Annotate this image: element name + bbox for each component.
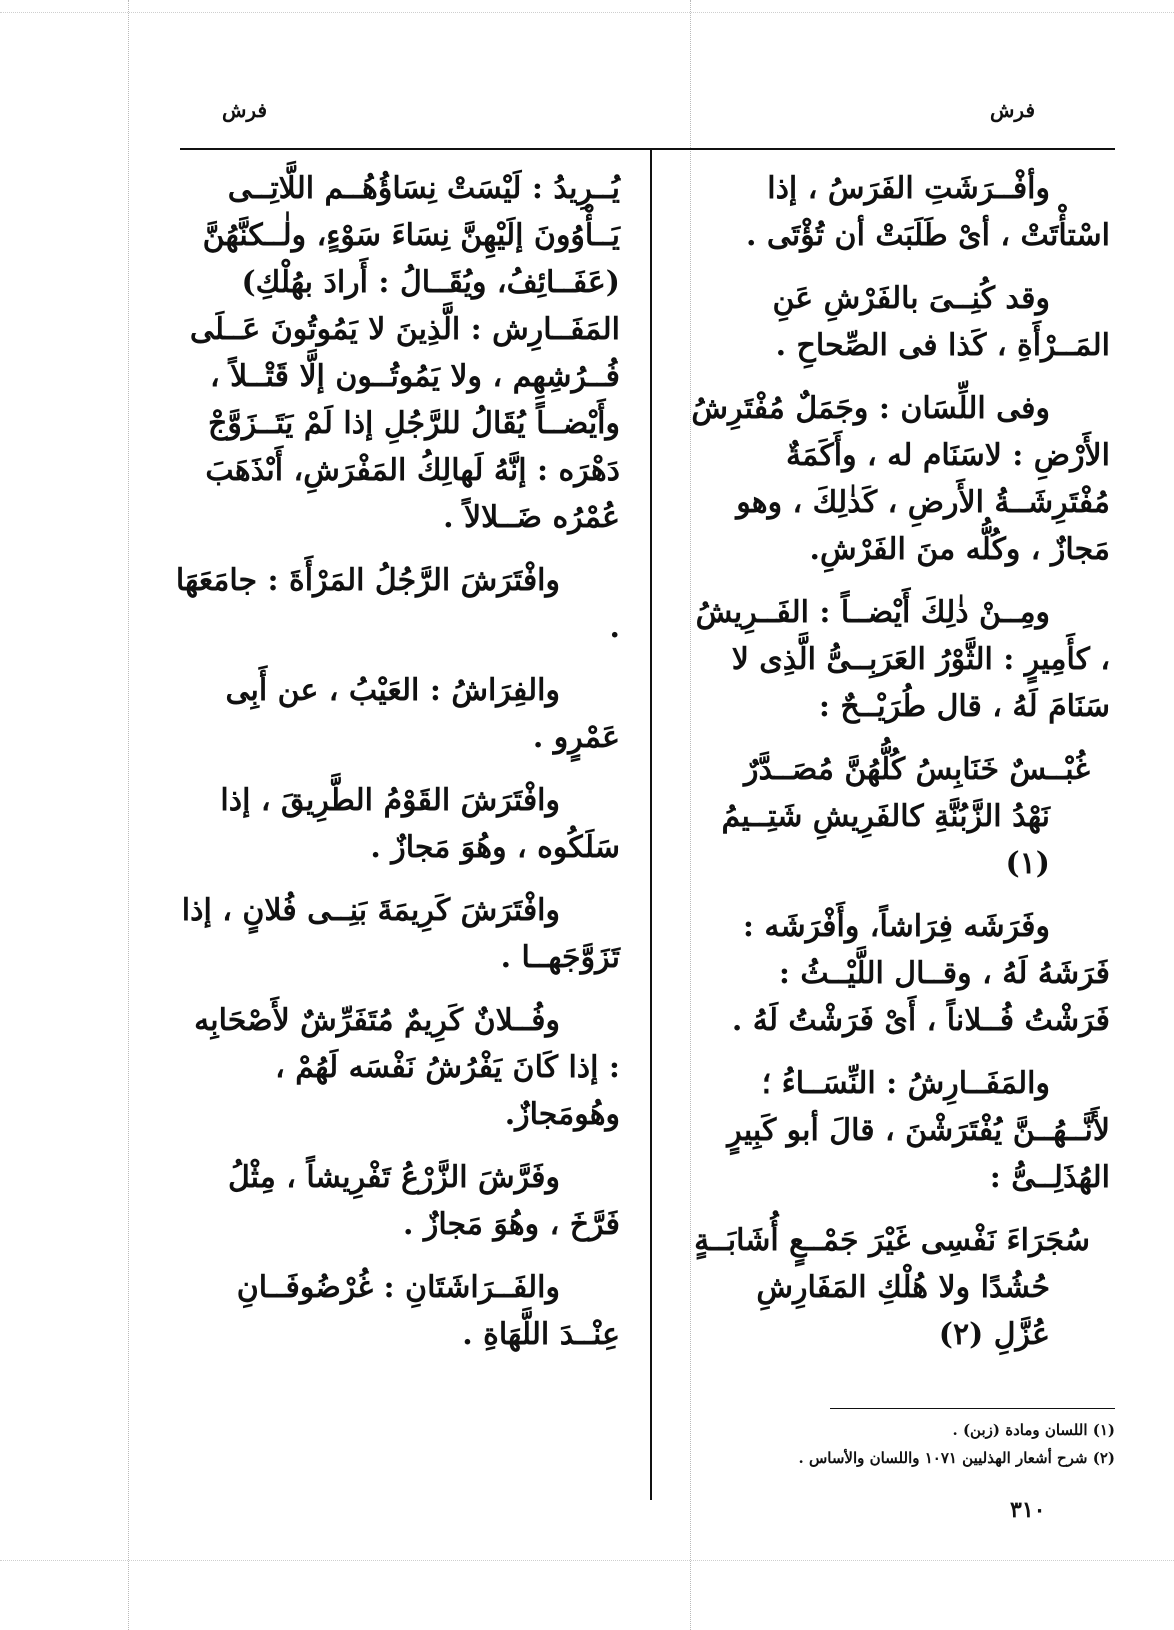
- page-number: ٣١٠: [1010, 1497, 1046, 1523]
- paragraph: والمَفَــارِشُ : النِّسَــاءُ ؛ لأَنَّــهُــنَّ يُفْتَرَشْنَ ، قالَ أبو كَبِيرٍ الهُذَلِــىُّ :: [727, 1066, 1110, 1195]
- poem-line: سُجَرَاءَ نَفْسِى غَيْرَ جَمْــعٍ أُشَابَــةٍ: [694, 1223, 1090, 1258]
- paragraph: والفَــرَاشَتَانِ : غُرْضُوفَــانِ عِنْــدَ اللَّهَاةِ .: [236, 1270, 620, 1352]
- paragraph: وافْتَرَشَ كَرِيمَةَ بَنِــى فُلانٍ ، إذا تَزَوَّجَهــا .: [181, 893, 620, 975]
- running-header-right: فرش: [990, 98, 1036, 122]
- paragraph: والفِرَاشُ : العَيْبُ ، عن أَبِى عَمْرٍو .: [225, 673, 620, 755]
- footnote: (٢) شرح أشعار الهذليين ١٠٧١ واللسان والأساس .: [798, 1449, 1115, 1467]
- paragraph: ومِــنْ ذٰلِكَ أَيْضــاً : الفَــرِيشُ ، كأَمِيرٍ : الثَّوْرُ العَرَبِــىُّ الَّذِى لا سَنَامَ لَهُ ، قال طُرَيْــحٌ :: [695, 595, 1110, 724]
- column-separator: [650, 150, 652, 1500]
- paragraph: وفُــلانٌ كَرِيمٌ مُتَفَرِّشٌ لأَصْحَابِه : إذا كَانَ يَفْرُشُ نَفْسَه لَهُمْ ، وهُومَجازٌ.: [194, 1003, 620, 1132]
- paragraph: وفى اللِّسَان : وجَمَلٌ مُفْتَرِشُ الأَرْضِ : لاسَنَام له ، وأَكَمَةٌ مُفْتَرِشَــةُ الأَرضِ ، كَذٰلِكَ ، وهو مَجازٌ ، وكُلُّه منَ الفَرْشِ.: [691, 391, 1110, 567]
- paragraph: وأفْــرَشَتِ الفَرَسُ ، إذا اسْتأْتَتْ ، أىْ طَلَبَتْ أن تُؤْتَى .: [746, 171, 1110, 253]
- poem-line: نَهْدُ الزَّبُنَّةِ كالفَرِيشِ شَتِــيمُ (١): [721, 799, 1050, 881]
- footnote-rule: [830, 1408, 1115, 1409]
- left-column: [175, 165, 620, 1374]
- footnote: (١) اللسان ومادة (زبن) .: [952, 1421, 1115, 1439]
- paragraph: يُــرِيدُ : لَيْسَتْ نِسَاؤُهُــم اللَّاتِــى يَــأْوُونَ إلَيْهِنَّ نِسَاءَ سَوْءٍ، ولٰــكنَّهُنَّ (عَفَــائِفُ، ويُقَــالُ : أَرادَ بهُلْكِ) المَفَــارِش : الَّذِينَ لا يَمُوتُونَ عَــلَى فُــرُشِهِم ، ولا يَمُوتُــون إلَّا قَتْــلاً ، وأَيْضــاً يُقَالُ للرَّجُلِ إذا لَمْ يَتَــزَوَّجْ دَهْرَه : إنَّهُ لَهالِكُ المَفْرَشِ، أَىْذَهَبَ عُمْرُه ضَــلالاً .: [189, 171, 620, 535]
- scan-guide-line: [0, 1560, 1174, 1561]
- poem-line: غُبْــسٌ خَنَابِسُ كُلُّهُنَّ مُصَــدَّرٌ: [743, 752, 1090, 787]
- scan-guide-line: [128, 0, 129, 1630]
- poem-line: حُشُدًا ولا هُلْكِ المَفَارِشِ عُزَّلِ (٢): [756, 1270, 1050, 1352]
- paragraph: وافْتَرَشَ الرَّجُلُ المَرْأَةَ : جامَعَهَا .: [175, 563, 620, 645]
- running-header-left: فرش: [222, 98, 268, 122]
- paragraph: وفَرَّشَ الزَّرْعُ تَفْرِيشاً ، مِثْلُ فَرَّخَ ، وهُوَ مَجازٌ .: [227, 1160, 620, 1242]
- paragraph: وفَرَشَه فِرَاشاً، وأَفْرَشَه : فَرَشَهُ لَهُ ، وقــال اللَّيْــثُ : فَرَشْتُ فُــلاناً ، أَىْ فَرَشْتُ لَهُ .: [731, 909, 1110, 1038]
- header-rule: [180, 148, 1115, 150]
- paragraph: وقد كُنِــىَ بالفَرْشِ عَنِ المَــرْأَةِ ، كَذا فى الصِّحاحِ .: [772, 281, 1110, 363]
- right-column: [690, 165, 1110, 1374]
- footnotes: [760, 1416, 1115, 1472]
- scan-guide-line: [0, 12, 1174, 13]
- paragraph: وافْتَرَشَ القَوْمُ الطَّرِيقَ ، إذا سَلَكُوه ، وهُوَ مَجازٌ .: [220, 783, 620, 865]
